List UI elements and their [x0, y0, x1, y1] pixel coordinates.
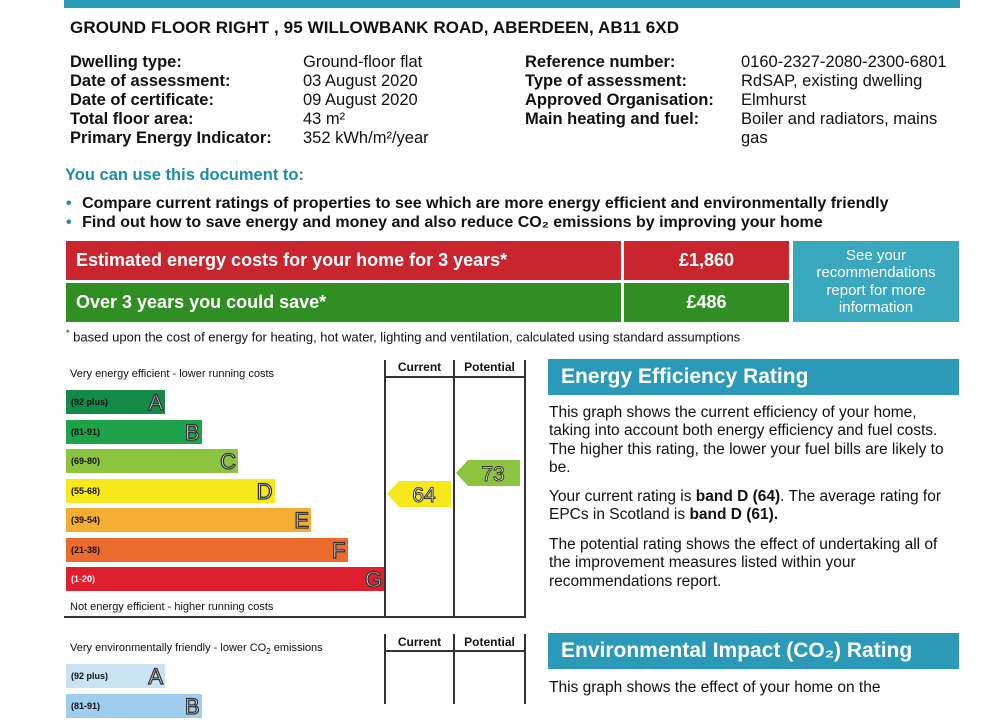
- property-address: GROUND FLOOR RIGHT , 95 WILLOWBANK ROAD, ABERDEEN, AB11 6XD: [70, 18, 680, 37]
- environmental-top-label: [70, 642, 323, 656]
- band-letter: G: [364, 567, 382, 592]
- potential-rating-arrow-value: 73: [481, 463, 505, 487]
- potential-column-header: Potential: [464, 635, 515, 649]
- current-rating-arrow: [387, 481, 451, 507]
- band-range: (21-38): [71, 544, 101, 555]
- dwelling-type-value: Ground-floor flat: [303, 53, 423, 71]
- band-range: (55-68): [71, 485, 101, 496]
- band-letter: D: [256, 478, 273, 504]
- env-label-sub: 2: [266, 647, 271, 657]
- assessment-date-label: Date of assessment:: [70, 72, 231, 90]
- band-range: (92 plus): [71, 397, 109, 407]
- chart-divider: [524, 360, 526, 618]
- chart-bottom-line: [64, 616, 526, 618]
- see-recommendations-note: See your recommendations report for more information: [793, 241, 959, 322]
- energy-band-b: [66, 420, 202, 444]
- chart-divider: [524, 634, 526, 704]
- eer-potential-note: The potential rating shows the effect of undertaking all of the improvement measures listed within your recommendations report.: [549, 536, 938, 590]
- header-bar: [64, 0, 960, 8]
- primary-energy-label: Primary Energy Indicator:: [70, 129, 272, 147]
- chart-divider: [453, 360, 455, 618]
- band-letter: B: [184, 693, 200, 719]
- current-column-header: Current: [397, 360, 442, 374]
- footnote-text: based upon the cost of energy for heating, hot water, lighting and ventilation, calculated using standard assumptions: [73, 329, 741, 345]
- certificate-date-label: Date of certificate:: [70, 91, 214, 109]
- bullet-compare-text: Compare current ratings of properties to see which are more energy efficient and environmentally friendly: [82, 195, 889, 212]
- energy-band-f: [66, 538, 348, 562]
- assessment-type-value: RdSAP, existing dwelling: [741, 72, 923, 90]
- potential-saving-value: £486: [624, 283, 789, 322]
- chart-divider: [384, 360, 386, 618]
- band-range: (69-80): [71, 456, 101, 466]
- environmental-impact-title: Environmental Impact (CO₂) Rating: [548, 633, 959, 669]
- chart-header-line: [384, 650, 526, 652]
- eer-rating-text: Your current rating is: [549, 488, 696, 505]
- band-letter: F: [332, 537, 346, 563]
- energy-efficiency-chart: [64, 360, 526, 618]
- band-letter: B: [184, 419, 200, 445]
- use-heading: You can use this document to:: [65, 166, 304, 184]
- potential-column-header: Potential: [464, 360, 515, 374]
- bullet-compare: [66, 195, 889, 213]
- band-range: (39-54): [71, 515, 101, 525]
- eer-current-rating: [549, 488, 959, 525]
- bullet-save-text: Find out how to save energy and money and also reduce CO₂ emissions by improving your home: [82, 214, 823, 231]
- reference-label: Reference number:: [525, 53, 676, 71]
- dwelling-type-label: Dwelling type:: [70, 53, 182, 71]
- estimated-cost-label: Estimated energy costs for your home for 3 years*: [66, 241, 621, 280]
- potential-rating-arrow: [456, 460, 520, 486]
- efficiency-top-label: Very energy efficient - lower running costs: [70, 368, 275, 380]
- env-label-text: Very environmentally friendly - lower CO: [70, 642, 267, 654]
- primary-energy-value: 352 kWh/m²/year: [303, 129, 429, 147]
- heating-value: Boiler and radiators, mains: [741, 110, 938, 128]
- environmental-band-b: [66, 694, 202, 718]
- energy-band-e: [66, 508, 311, 532]
- energy-band-g: [66, 567, 384, 591]
- assessment-type-label: Type of assessment:: [525, 72, 688, 90]
- approved-org-value: Elmhurst: [741, 91, 807, 109]
- floor-area-label: Total floor area:: [70, 110, 194, 128]
- band-letter: A: [148, 390, 163, 415]
- bullet-icon: •: [66, 214, 72, 231]
- band-letter: C: [220, 449, 236, 474]
- reference-value: 0160-2327-2080-2300-6801: [741, 53, 947, 71]
- current-band: band D (64): [695, 488, 781, 505]
- cost-footnote: [66, 328, 740, 344]
- environmental-impact-chart: [64, 634, 526, 719]
- band-range: (92 plus): [71, 671, 109, 681]
- efficiency-bottom-label: Not energy efficient - higher running costs: [70, 601, 274, 613]
- bullet-save: [66, 214, 823, 232]
- footnote-marker: *: [66, 328, 70, 338]
- env-label-suffix: emissions: [270, 642, 323, 654]
- floor-area-value: 43 m²: [303, 110, 346, 128]
- band-letter: E: [294, 508, 309, 533]
- energy-efficiency-title: Energy Efficiency Rating: [548, 359, 959, 395]
- band-range: (81-91): [71, 426, 101, 437]
- assessment-date-value: 03 August 2020: [303, 72, 418, 90]
- eer-average-text: . The average rating for EPCs in Scotland is: [549, 488, 942, 524]
- heating-label: Main heating and fuel:: [525, 110, 700, 128]
- eer-description: This graph shows the current efficiency of your home, taking into account both energy efficiency and fuel costs. The higher this rating, the lower your fuel bills are likely to be.: [549, 404, 944, 476]
- current-column-header: Current: [397, 635, 442, 649]
- potential-saving-label: Over 3 years you could save*: [66, 283, 621, 322]
- band-range: (81-91): [71, 700, 101, 711]
- certificate-date-value: 09 August 2020: [303, 91, 418, 109]
- bullet-icon: •: [66, 195, 72, 212]
- energy-band-c: [66, 449, 238, 473]
- estimated-cost-value: £1,860: [624, 241, 789, 280]
- environmental-band-a: [66, 664, 165, 688]
- approved-org-label: Approved Organisation:: [525, 91, 714, 109]
- average-band: band D (61).: [689, 506, 779, 524]
- heating-value-cont: gas: [741, 129, 768, 147]
- eir-description: This graph shows the effect of your home on the: [549, 679, 881, 696]
- band-range: (1-20): [71, 574, 96, 584]
- energy-band-a: [66, 390, 165, 414]
- band-letter: A: [148, 664, 163, 689]
- chart-header-line: [384, 376, 526, 378]
- energy-band-d: [66, 479, 275, 503]
- current-rating-arrow-value: 64: [412, 483, 436, 507]
